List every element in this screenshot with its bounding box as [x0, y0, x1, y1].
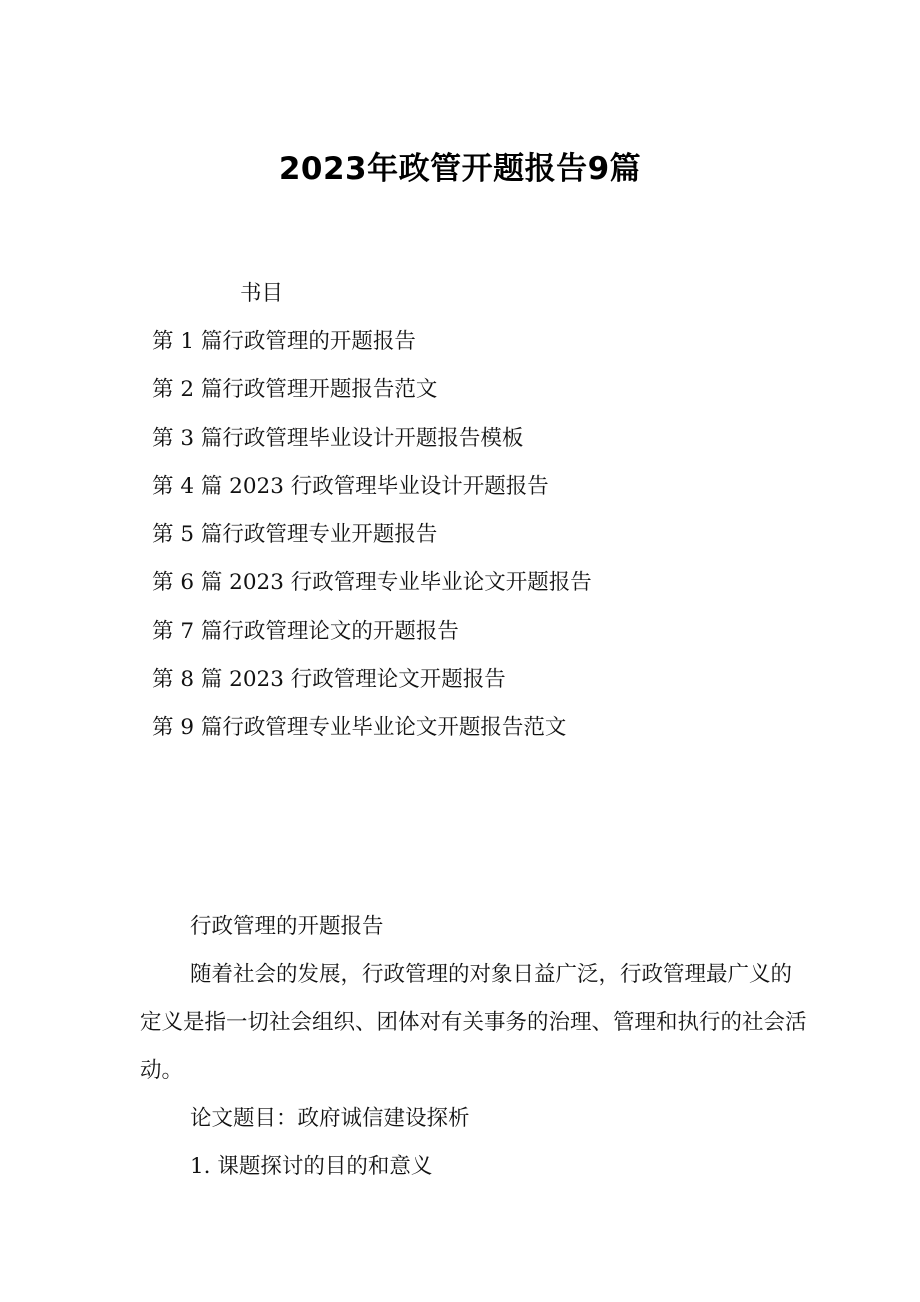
toc-item: 第 9 篇行政管理专业毕业论文开题报告范文 [152, 715, 567, 741]
toc-item: 第 7 篇行政管理论文的开题报告 [152, 618, 459, 644]
document-body [140, 903, 820, 1191]
toc-item: 第 3 篇行政管理毕业设计开题报告模板 [152, 425, 524, 451]
toc-item: 第 5 篇行政管理专业开题报告 [152, 522, 438, 548]
toc-item: 第 8 篇 2023 行政管理论文开题报告 [152, 667, 506, 693]
thesis-title: 论文题目：政府诚信建设探析 [190, 1106, 470, 1131]
toc-heading: 书目 [240, 281, 284, 306]
section-heading: 行政管理的开题报告 [190, 914, 384, 939]
table-of-contents [152, 326, 592, 761]
document-title: 2023年政管开题报告9篇 [278, 151, 642, 187]
toc-item: 第 1 篇行政管理的开题报告 [152, 329, 416, 354]
subheading: 1. 课题探讨的目的和意义 [190, 1154, 433, 1179]
toc-item: 第 4 篇 2023 行政管理毕业设计开题报告 [152, 473, 549, 499]
toc-item: 第 2 篇行政管理开题报告范文 [152, 377, 438, 403]
intro-paragraph: 随着社会的发展，行政管理的对象日益广泛，行政管理最广义的定义是指一切社会组织、团体对有关事务的治理、管理和执行的社会活动。 [140, 962, 807, 1083]
toc-item: 第 6 篇 2023 行政管理专业毕业论文开题报告 [152, 570, 592, 596]
